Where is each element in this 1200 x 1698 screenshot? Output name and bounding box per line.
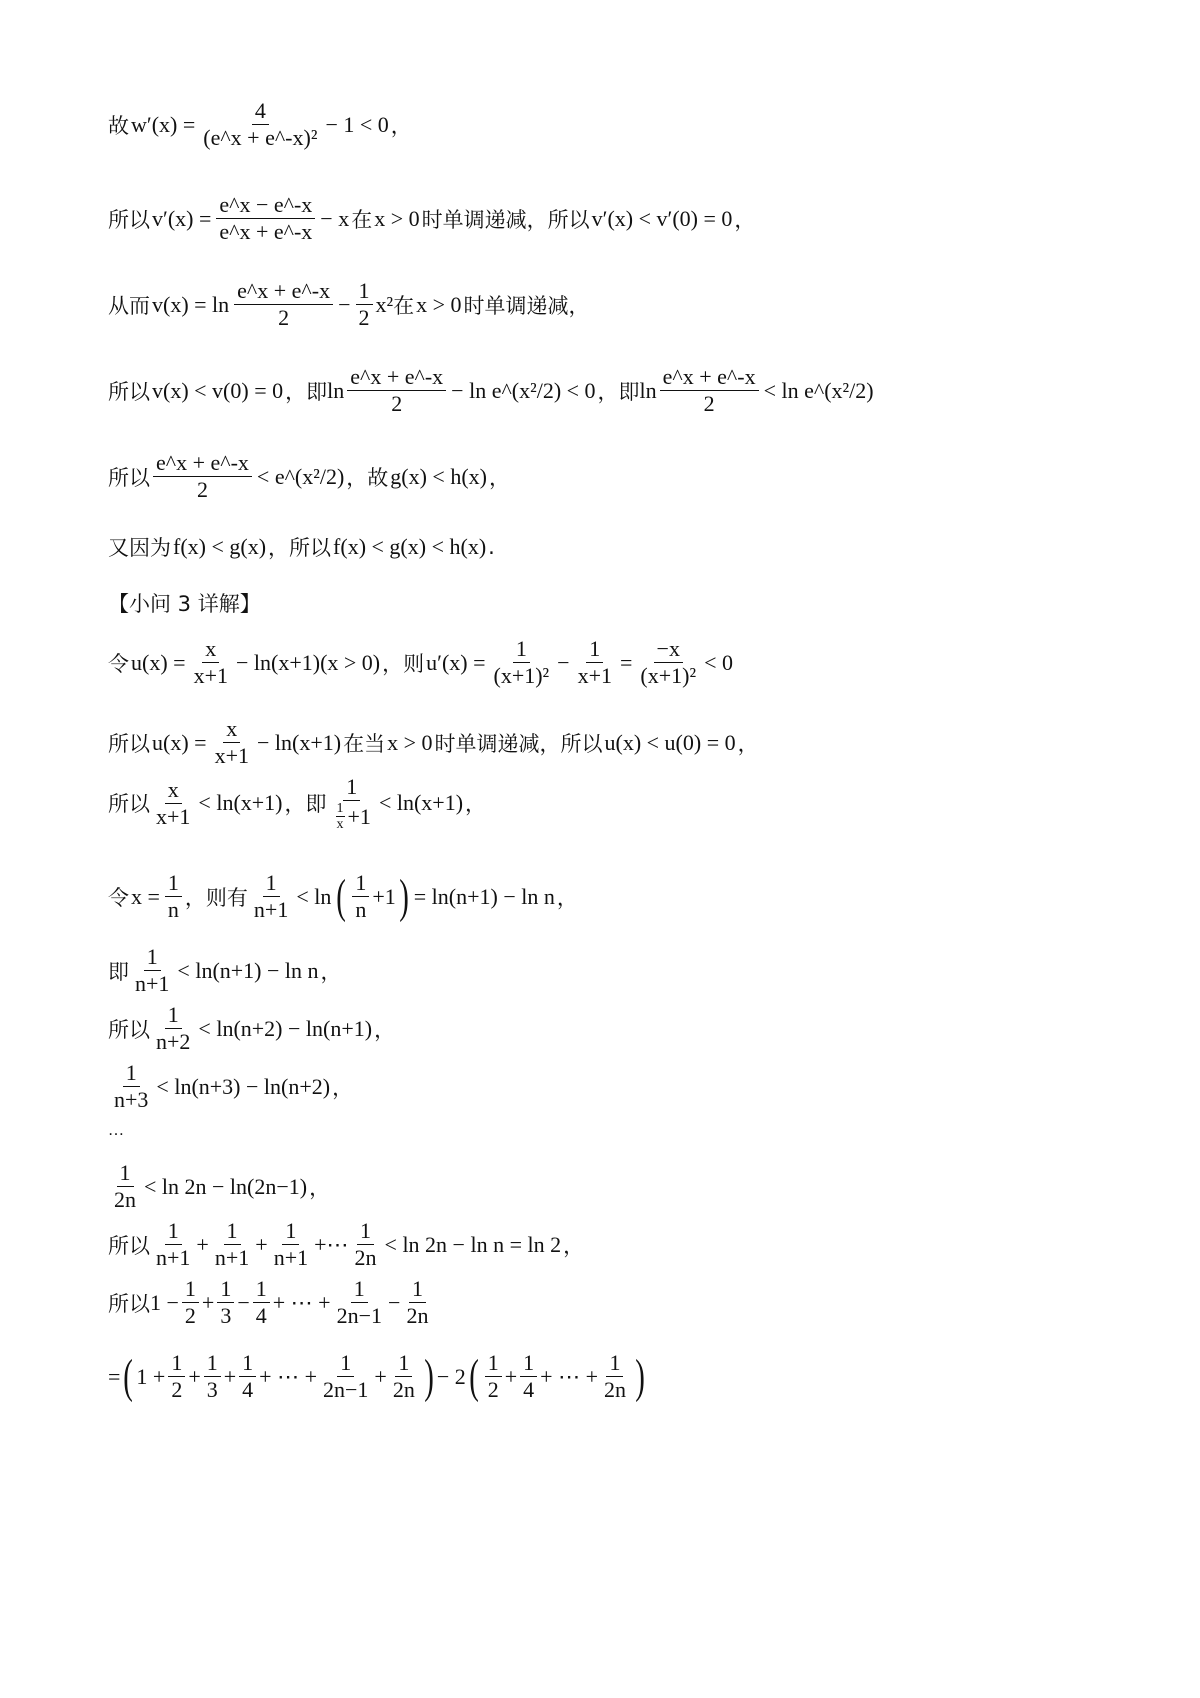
denominator: n+1 bbox=[214, 1245, 250, 1270]
numerator: 1 bbox=[182, 1276, 199, 1303]
text-prefix: 所以 bbox=[108, 1233, 150, 1258]
numerator: 1 bbox=[144, 944, 161, 971]
fraction bbox=[403, 1276, 431, 1329]
numerator: 1 bbox=[337, 1350, 354, 1377]
denominator: 2 bbox=[278, 305, 290, 330]
operator: + bbox=[504, 1363, 518, 1389]
numerator: 1 bbox=[217, 1276, 234, 1303]
denominator: 2 bbox=[487, 1377, 499, 1402]
fraction bbox=[153, 777, 193, 830]
math-expr: +1 bbox=[347, 803, 371, 829]
denominator: n+3 bbox=[114, 1087, 149, 1112]
punctuation: . bbox=[488, 535, 495, 559]
fraction bbox=[132, 944, 172, 997]
numerator: −x bbox=[654, 636, 683, 663]
denominator: n bbox=[355, 897, 367, 922]
line-12 bbox=[108, 944, 1140, 997]
fraction bbox=[217, 1276, 234, 1329]
denominator: (x+1)² bbox=[493, 663, 550, 688]
fraction bbox=[204, 1350, 221, 1403]
fraction bbox=[153, 1218, 193, 1271]
numerator: 1 bbox=[123, 1060, 140, 1087]
inner-denominator: x bbox=[336, 817, 344, 832]
denominator: 2 bbox=[196, 477, 208, 502]
line-6 bbox=[108, 532, 1140, 562]
compound-fraction bbox=[330, 774, 374, 832]
fraction bbox=[637, 636, 699, 689]
fraction bbox=[234, 278, 333, 331]
fraction bbox=[271, 1218, 311, 1271]
numerator: 1 bbox=[282, 1218, 299, 1245]
numerator: 1 bbox=[117, 1160, 134, 1187]
operator: + bbox=[201, 1289, 215, 1315]
line-10 bbox=[108, 774, 1140, 832]
fraction bbox=[111, 1160, 139, 1213]
operator: + bbox=[223, 1363, 237, 1389]
numerator: 1 bbox=[352, 870, 369, 897]
fraction bbox=[168, 1350, 185, 1403]
left-paren: ( bbox=[336, 869, 347, 923]
fraction bbox=[660, 364, 759, 417]
fraction bbox=[251, 870, 291, 923]
math-expr: f(x) < g(x) < h(x) bbox=[333, 534, 487, 559]
text: 时单调递减， bbox=[463, 293, 590, 318]
line-11 bbox=[108, 870, 1140, 923]
math-expr: v(x) < v(0) = 0 bbox=[152, 377, 284, 403]
math-expr: − ln e^(x²/2) < 0 bbox=[451, 377, 596, 403]
denominator: 2n−1 bbox=[323, 1377, 369, 1402]
text: 在当 bbox=[343, 731, 386, 756]
denominator: 3 bbox=[206, 1377, 218, 1402]
numerator: 1 bbox=[357, 1218, 374, 1245]
ellipsis: … bbox=[108, 1122, 125, 1139]
fraction bbox=[165, 870, 182, 923]
punctuation: ， bbox=[309, 1175, 331, 1200]
math-expr: < ln(n+1) − ln n bbox=[177, 957, 319, 983]
fraction bbox=[334, 1276, 385, 1329]
numerator: 1 bbox=[351, 1276, 368, 1303]
text: 在 bbox=[393, 293, 415, 318]
fraction bbox=[182, 1276, 199, 1329]
text-prefix: 所以 bbox=[108, 1291, 150, 1316]
math-expr: < ln bbox=[296, 883, 332, 909]
math-expr: 1 + bbox=[136, 1363, 166, 1389]
math-expr: x > 0 bbox=[387, 729, 433, 755]
fraction bbox=[153, 1002, 193, 1055]
denominator: x+1 bbox=[214, 743, 249, 768]
denominator: 4 bbox=[523, 1377, 535, 1402]
punctuation: ， bbox=[556, 885, 578, 910]
numerator: 1 bbox=[513, 636, 530, 663]
numerator: 1 bbox=[520, 1350, 537, 1377]
line-15 bbox=[108, 1122, 1140, 1140]
line-5 bbox=[108, 450, 1140, 503]
line-3 bbox=[108, 278, 1140, 331]
numerator: e^x + e^-x bbox=[660, 364, 759, 391]
math-expr: = bbox=[620, 649, 633, 675]
denominator: x+1 bbox=[577, 663, 612, 688]
math-expr: − ln(x+1) bbox=[256, 729, 342, 755]
operator: + ⋯ + bbox=[272, 1289, 331, 1315]
numerator: 1 bbox=[606, 1350, 623, 1377]
text: ，即 bbox=[284, 792, 327, 816]
numerator: 1 bbox=[168, 1350, 185, 1377]
numerator: x bbox=[165, 777, 182, 804]
fraction bbox=[153, 450, 252, 503]
text-prefix: 所以 bbox=[108, 207, 150, 232]
text: 在 bbox=[351, 207, 373, 232]
math-expr: v(x) = ln bbox=[152, 291, 230, 317]
punctuation: ， bbox=[737, 731, 759, 756]
text: ，所以 bbox=[268, 536, 332, 560]
punctuation: ， bbox=[332, 1075, 354, 1100]
math-expr: ln bbox=[639, 377, 657, 403]
numerator: 1 bbox=[356, 278, 373, 305]
text: ，则有 bbox=[184, 885, 248, 910]
text-prefix: 所以 bbox=[108, 731, 150, 756]
math-expr: < ln e^(x²/2) bbox=[763, 377, 874, 403]
text-prefix: 令 bbox=[108, 885, 129, 910]
right-paren: ) bbox=[398, 869, 409, 923]
operator: + bbox=[374, 1363, 387, 1389]
denominator: 4 bbox=[242, 1377, 254, 1402]
text: ，故 bbox=[346, 465, 389, 490]
numerator: 1 bbox=[586, 636, 603, 663]
punctuation: ， bbox=[465, 792, 487, 816]
operator: − bbox=[388, 1289, 401, 1315]
math-expr: < ln(x+1) bbox=[378, 790, 464, 815]
line-7 bbox=[108, 588, 1140, 618]
numerator: 1 bbox=[239, 1350, 256, 1377]
math-expr: − x bbox=[320, 205, 350, 231]
math-expr: u(x) = bbox=[152, 729, 207, 755]
numerator: 1 bbox=[395, 1350, 412, 1377]
math-expr: v′(x) < v′(0) = 0 bbox=[591, 205, 733, 231]
inner-numerator: 1 bbox=[336, 801, 344, 816]
math-expr: < ln(x+1) bbox=[198, 790, 283, 815]
text-prefix: 所以 bbox=[108, 379, 150, 404]
denominator: 4 bbox=[255, 1303, 267, 1328]
denominator: n bbox=[167, 897, 179, 922]
numerator: e^x + e^-x bbox=[153, 450, 252, 477]
denominator bbox=[330, 801, 374, 832]
denominator: n+1 bbox=[135, 971, 170, 996]
text-prefix: 令 bbox=[108, 651, 129, 676]
fraction bbox=[390, 1350, 418, 1403]
text-prefix: 即 bbox=[108, 959, 129, 984]
numerator: e^x + e^-x bbox=[234, 278, 333, 305]
math-expr: − bbox=[557, 649, 570, 675]
right-paren: ) bbox=[424, 1349, 434, 1403]
numerator: 1 bbox=[165, 870, 182, 897]
fraction bbox=[212, 1218, 252, 1271]
numerator: 1 bbox=[263, 870, 280, 897]
math-expr: < ln 2n − ln n = ln 2 bbox=[384, 1231, 562, 1257]
denominator: 2 bbox=[703, 391, 715, 416]
fraction bbox=[575, 636, 615, 689]
fraction bbox=[352, 1218, 380, 1271]
math-expr: u′(x) = bbox=[426, 649, 486, 675]
numerator: x bbox=[202, 636, 219, 663]
numerator: 1 bbox=[204, 1350, 221, 1377]
numerator: 1 bbox=[165, 1002, 182, 1029]
math-expr: g(x) < h(x) bbox=[390, 463, 487, 489]
inner-fraction bbox=[336, 801, 345, 832]
numerator: 1 bbox=[224, 1218, 241, 1245]
math-expr: x > 0 bbox=[416, 291, 462, 317]
line-19 bbox=[108, 1350, 1140, 1403]
denominator: 2n bbox=[603, 1377, 626, 1402]
line-14 bbox=[108, 1060, 1140, 1113]
math-expr: ln bbox=[327, 377, 345, 403]
line-1 bbox=[108, 98, 1140, 151]
numerator: 1 bbox=[253, 1276, 270, 1303]
text-prefix: 所以 bbox=[108, 465, 150, 490]
math-expr: v′(x) = bbox=[152, 205, 212, 231]
text: 时单调递减，所以 bbox=[421, 207, 590, 232]
math-expr: = bbox=[108, 1363, 121, 1389]
text: 时单调递减，所以 bbox=[434, 731, 603, 756]
text-prefix: 故 bbox=[108, 113, 129, 138]
denominator: 2n bbox=[114, 1187, 136, 1212]
denominator: x+1 bbox=[193, 663, 228, 688]
numerator: 1 bbox=[485, 1350, 502, 1377]
math-expr: < ln(n+2) − ln(n+1) bbox=[198, 1015, 373, 1041]
text-prefix: 所以 bbox=[108, 1017, 150, 1042]
denominator: n+2 bbox=[156, 1029, 191, 1054]
text: ，则 bbox=[382, 651, 425, 676]
denominator: 2n−1 bbox=[336, 1303, 383, 1328]
math-expr: x² bbox=[375, 291, 394, 317]
fraction bbox=[356, 278, 373, 331]
fraction bbox=[485, 1350, 502, 1403]
fraction bbox=[111, 1060, 151, 1113]
operator: + bbox=[188, 1363, 201, 1389]
math-expr: < e^(x²/2) bbox=[256, 463, 345, 489]
fraction bbox=[491, 636, 553, 689]
denominator: (e^x + e^-x)² bbox=[203, 125, 318, 150]
numerator: e^x − e^-x bbox=[216, 192, 315, 219]
fraction bbox=[253, 1276, 270, 1329]
operator: + bbox=[255, 1231, 268, 1257]
fraction bbox=[601, 1350, 629, 1403]
denominator: 2 bbox=[391, 391, 403, 416]
math-expr: x = bbox=[131, 883, 160, 909]
line-4 bbox=[108, 364, 1140, 417]
numerator: e^x + e^-x bbox=[347, 364, 446, 391]
text-prefix: 从而 bbox=[108, 293, 150, 318]
line-2 bbox=[108, 192, 1140, 245]
math-expr: w′(x) = bbox=[131, 111, 196, 137]
denominator: n+1 bbox=[156, 1245, 191, 1270]
line-16 bbox=[108, 1160, 1140, 1213]
denominator: n+1 bbox=[273, 1245, 309, 1270]
denominator: 2 bbox=[184, 1303, 196, 1328]
line-18 bbox=[108, 1276, 1140, 1329]
math-expr: u(x) = bbox=[131, 649, 186, 675]
left-paren: ( bbox=[468, 1349, 479, 1403]
numerator: 1 bbox=[409, 1276, 426, 1303]
math-expr: x > 0 bbox=[374, 205, 420, 231]
line-13 bbox=[108, 1002, 1140, 1055]
numerator: 4 bbox=[252, 98, 269, 125]
punctuation: ， bbox=[489, 465, 510, 490]
denominator: x+1 bbox=[156, 803, 191, 829]
fraction bbox=[212, 716, 252, 769]
denominator: n+1 bbox=[253, 897, 289, 922]
fraction bbox=[239, 1350, 256, 1403]
math-expr: < 0 bbox=[704, 649, 733, 675]
text: ，即 bbox=[597, 379, 640, 404]
denominator: e^x + e^-x bbox=[219, 219, 313, 244]
punctuation: ， bbox=[734, 207, 756, 232]
math-expr: = ln(n+1) − ln n bbox=[413, 883, 555, 909]
punctuation: ， bbox=[374, 1017, 396, 1042]
fraction bbox=[352, 870, 369, 923]
fraction bbox=[320, 1350, 371, 1403]
math-expr: f(x) < g(x) bbox=[173, 534, 267, 559]
operator: + ⋯ + bbox=[259, 1363, 317, 1389]
fraction bbox=[216, 192, 315, 245]
denominator: (x+1)² bbox=[640, 663, 697, 688]
text: ，即 bbox=[285, 379, 328, 404]
denominator: 2n bbox=[354, 1245, 377, 1270]
numerator: 1 bbox=[343, 774, 360, 801]
punctuation: ， bbox=[390, 113, 412, 138]
operator: +⋯ bbox=[314, 1231, 349, 1257]
punctuation: ， bbox=[320, 959, 342, 984]
fraction bbox=[347, 364, 446, 417]
operator: − bbox=[237, 1289, 250, 1315]
left-paren: ( bbox=[123, 1349, 134, 1403]
line-9 bbox=[108, 716, 1140, 769]
fraction bbox=[200, 98, 320, 151]
math-expr: − 2 bbox=[436, 1363, 466, 1389]
punctuation: ， bbox=[563, 1233, 585, 1258]
section-heading: 【小问 3 详解】 bbox=[108, 592, 261, 616]
right-paren: ) bbox=[635, 1349, 645, 1403]
line-17 bbox=[108, 1218, 1140, 1271]
denominator: 3 bbox=[220, 1303, 232, 1328]
text-prefix: 又因为 bbox=[108, 536, 171, 560]
math-expr: 1 − bbox=[150, 1289, 179, 1315]
operator: + bbox=[196, 1231, 209, 1257]
math-expr: < ln 2n − ln(2n−1) bbox=[144, 1173, 308, 1199]
fraction bbox=[520, 1350, 537, 1403]
numerator: x bbox=[223, 716, 240, 743]
denominator: 2 bbox=[171, 1377, 183, 1402]
math-expr: +1 bbox=[372, 883, 396, 909]
math-expr: − bbox=[338, 291, 351, 317]
denominator: 2 bbox=[358, 305, 370, 330]
line-8 bbox=[108, 636, 1140, 689]
operator: + ⋯ + bbox=[540, 1363, 598, 1389]
math-expr: u(x) < u(0) = 0 bbox=[604, 729, 736, 755]
denominator: 2n bbox=[392, 1377, 415, 1402]
math-expr: − 1 < 0 bbox=[325, 111, 389, 137]
math-expr: − ln(x+1)(x > 0) bbox=[235, 649, 381, 675]
numerator: 1 bbox=[165, 1218, 182, 1245]
fraction bbox=[191, 636, 231, 689]
denominator: 2n bbox=[406, 1303, 429, 1328]
math-expr: < ln(n+3) − ln(n+2) bbox=[156, 1073, 331, 1099]
text-prefix: 所以 bbox=[108, 792, 150, 816]
